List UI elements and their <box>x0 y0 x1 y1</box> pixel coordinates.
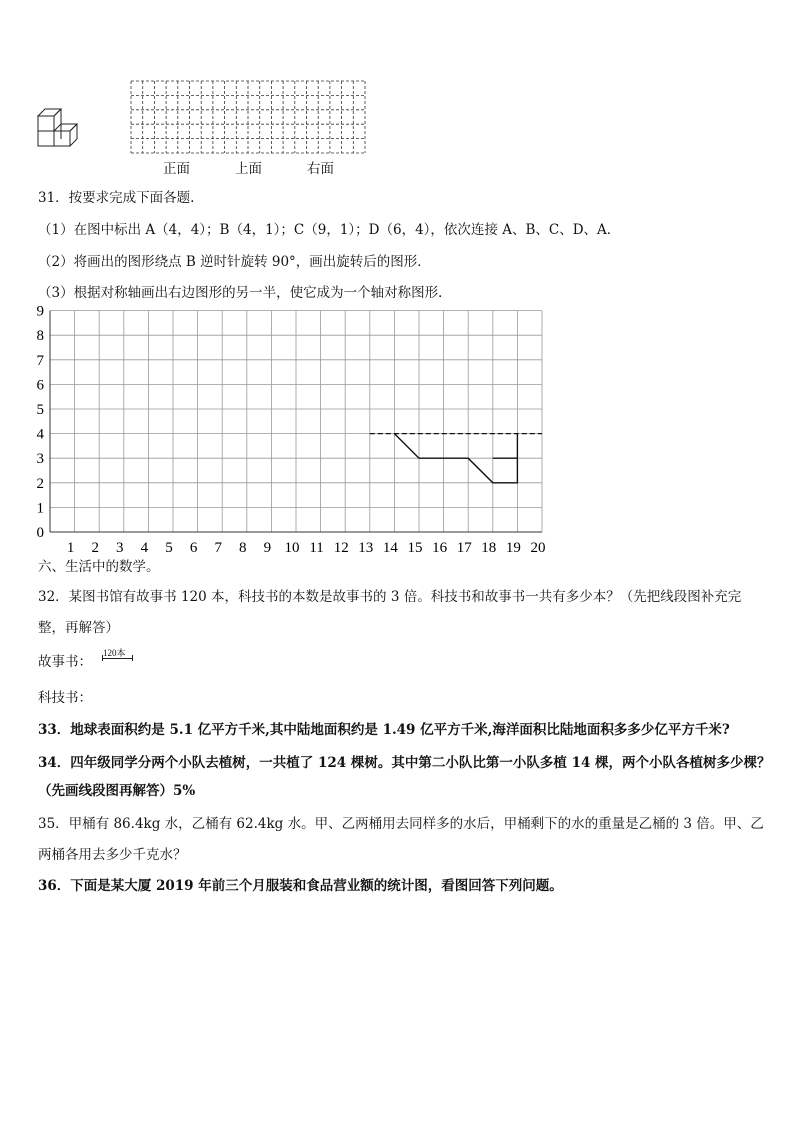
q35-text2: 两桶各用去多少千克水？ <box>38 847 187 863</box>
y-tick-label: 5 <box>36 402 44 418</box>
x-tick-label: 17 <box>456 540 472 556</box>
q34-text: 34．四年级同学分两个小队去植树，一共植了 124 棵树。其中第二小队比第一小队多植 14 棵，两个小队各植树多少棵？ <box>38 755 771 771</box>
q32-story-label: 故事书： <box>38 654 92 670</box>
segment-label: 120本 <box>103 648 126 658</box>
q33-text: 33．地球表面积约是 5.1 亿平方千米,其中陆地面积约是 1.49 亿平方千米,海洋面积比陆地面积多多少亿平方千米? <box>38 722 730 738</box>
y-tick-label: 0 <box>36 525 44 541</box>
x-tick-label: 7 <box>214 540 222 556</box>
cube-figure <box>36 104 92 152</box>
x-tick-label: 10 <box>284 540 300 556</box>
view-label-top: 上面 <box>235 161 262 177</box>
x-tick-label: 5 <box>165 540 173 556</box>
y-tick-label: 7 <box>36 352 44 369</box>
y-tick-label: 3 <box>36 451 44 468</box>
q34-text2: （先画线段图再解答）5% <box>38 783 196 799</box>
y-tick-label: 1 <box>36 500 44 517</box>
x-tick-label: 14 <box>382 540 398 556</box>
x-tick-label: 16 <box>432 540 448 556</box>
segment-tick-right <box>132 655 133 661</box>
segment-tick-left <box>102 655 103 661</box>
q32-tech-label: 科技书： <box>38 690 92 706</box>
q32-text2: 整，再解答） <box>38 620 119 636</box>
q31-part2: （2）将画出的图形绕点 B 逆时针旋转 90°，画出旋转后的图形． <box>38 254 431 270</box>
q36-text: 36．下面是某大厦 2019 年前三个月服装和食品营业额的统计图，看图回答下列问题。 <box>38 878 563 894</box>
q35-text: 35．甲桶有 86.4kg 水，乙桶有 62.4kg 水。甲、乙两桶用去同样多的水后，甲桶剩下的水的重量是乙桶的 3 倍。甲、乙 <box>38 816 764 832</box>
y-tick-label: 4 <box>36 426 44 443</box>
section6-title: 六、生活中的数学。 <box>38 559 160 575</box>
x-tick-label: 1 <box>66 540 75 556</box>
story-segment <box>102 646 134 662</box>
x-tick-label: 19 <box>505 540 521 556</box>
view-label-front: 正面 <box>163 161 190 177</box>
x-tick-label: 9 <box>263 540 272 556</box>
q32-text: 32．某图书馆有故事书 120 本，科技书的本数是故事书的 3 倍。科技书和故事书一共有多少本？（先把线段图补充完 <box>38 589 742 605</box>
x-tick-label: 4 <box>140 540 149 556</box>
x-tick-label: 20 <box>530 540 546 556</box>
x-tick-label: 13 <box>358 540 374 556</box>
q31-title: 31．按要求完成下面各题. <box>38 190 195 206</box>
q31-part1: （1）在图中标出 A（4，4）；B（4，1）；C（9，1）；D（6，4），依次连接 A、B、C、D、A． <box>38 222 621 238</box>
view-label-right: 右面 <box>307 161 334 177</box>
x-tick-label: 12 <box>333 540 349 556</box>
x-tick-label: 3 <box>116 540 124 556</box>
view-grid <box>130 80 366 156</box>
segment-line <box>102 658 132 659</box>
y-tick-label: 2 <box>36 475 44 492</box>
coordinate-grid <box>30 302 570 558</box>
y-tick-label: 6 <box>36 377 44 394</box>
y-tick-label: 8 <box>36 328 44 345</box>
x-tick-label: 6 <box>189 540 198 556</box>
y-tick-label: 9 <box>36 303 44 320</box>
x-tick-label: 2 <box>91 540 99 556</box>
x-tick-label: 8 <box>239 540 247 556</box>
x-tick-label: 11 <box>309 540 324 556</box>
x-tick-label: 15 <box>407 540 423 556</box>
x-tick-label: 18 <box>481 540 497 556</box>
q31-part3: （3）根据对称轴画出右边图形的另一半，使它成为一个轴对称图形． <box>38 285 452 301</box>
